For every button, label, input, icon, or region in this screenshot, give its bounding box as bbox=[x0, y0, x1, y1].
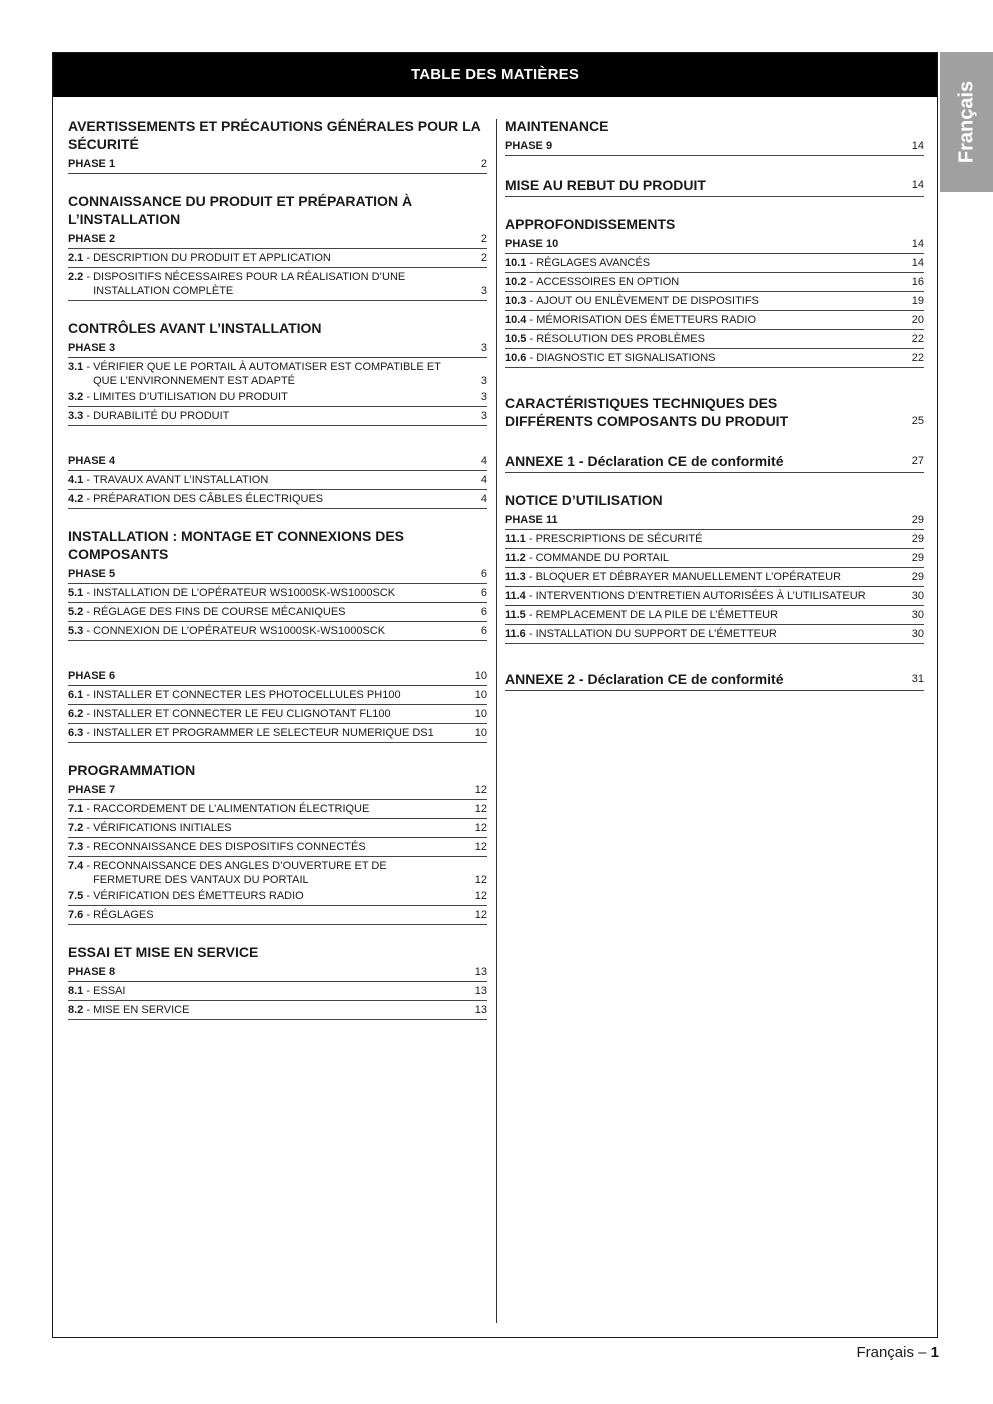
toc-item-row[interactable]: 10.6 - DIAGNOSTIC ET SIGNALISATIONS 22 bbox=[505, 349, 924, 368]
toc-item-row[interactable]: 7.6 - RÉGLAGES 12 bbox=[68, 906, 487, 925]
page-title: TABLE DES MATIÈRES bbox=[53, 53, 937, 97]
toc-section-advanced bbox=[505, 215, 924, 368]
section-title: AVERTISSEMENTS ET PRÉCAUTIONS GÉNÉRALES POUR LA SÉCURITÉ bbox=[68, 118, 481, 152]
toc-section-testing bbox=[68, 943, 487, 1020]
toc-item-row[interactable]: 7.4 - RECONNAISSANCE DES ANGLES D’OUVERTURE ET DE FERMETURE DES VANTAUX DU PORTAIL 12 bbox=[68, 860, 487, 886]
toc-phase-row[interactable]: PHASE 5 6 bbox=[68, 565, 487, 584]
toc-item-row[interactable]: 7.3 - RECONNAISSANCE DES DISPOSITIFS CONNECTÉS 12 bbox=[68, 838, 487, 857]
toc-item-row[interactable]: 6.3 - INSTALLER ET PROGRAMMER LE SELECTEUR NUMERIQUE DS1 10 bbox=[68, 724, 487, 743]
toc-item-row[interactable]: 8.1 - ESSAI 13 bbox=[68, 982, 487, 1001]
section-title: INSTALLATION : MONTAGE ET CONNEXIONS DES COMPOSANTS bbox=[68, 528, 404, 562]
toc-phase-row[interactable]: PHASE 2 2 bbox=[68, 230, 487, 249]
toc-item-row[interactable]: 10.4 - MÉMORISATION DES ÉMETTEURS RADIO 20 bbox=[505, 311, 924, 330]
language-tab bbox=[940, 52, 993, 192]
toc-phase-row[interactable]: PHASE 8 13 bbox=[68, 963, 487, 982]
toc-item-row[interactable]: 11.5 - REMPLACEMENT DE LA PILE DE L’ÉMETTEUR 30 bbox=[505, 606, 924, 625]
toc-item-row[interactable]: 11.2 - COMMANDE DU PORTAIL 29 bbox=[505, 549, 924, 568]
section-title: ESSAI ET MISE EN SERVICE bbox=[68, 944, 259, 960]
toc-item-row[interactable]: 3.2 - LIMITES D’UTILISATION DU PRODUIT 3 bbox=[68, 390, 487, 407]
toc-item-row[interactable]: 10.5 - RÉSOLUTION DES PROBLÈMES 22 bbox=[505, 330, 924, 349]
toc-phase-row[interactable]: PHASE 9 14 bbox=[505, 137, 924, 156]
toc-section-specs bbox=[505, 386, 924, 432]
toc-item-row[interactable]: 3.3 - DURABILITÉ DU PRODUIT 3 bbox=[68, 407, 487, 426]
toc-item-row[interactable]: 11.6 - INSTALLATION DU SUPPORT DE L’ÉMETTEUR 30 bbox=[505, 625, 924, 644]
toc-phase-row[interactable]: PHASE 3 3 bbox=[68, 339, 487, 358]
toc-item-row[interactable]: 7.5 - VÉRIFICATION DES ÉMETTEURS RADIO 12 bbox=[68, 889, 487, 906]
toc-item-row[interactable]: 4.1 - TRAVAUX AVANT L’INSTALLATION 4 bbox=[68, 471, 487, 490]
section-title: CONNAISSANCE DU PRODUIT ET PRÉPARATION À L’INSTALLATION bbox=[68, 193, 413, 227]
toc-heading-row[interactable]: ANNEXE 1 - Déclaration CE de conformité 27 bbox=[505, 450, 924, 473]
toc-section-phase4 bbox=[68, 444, 487, 509]
toc-item-row[interactable]: 5.1 - INSTALLATION DE L’OPÉRATEUR WS1000SK-WS1000SCK 6 bbox=[68, 584, 487, 603]
column-divider bbox=[496, 119, 497, 1323]
toc-section-programming bbox=[68, 761, 487, 925]
section-title: MAINTENANCE bbox=[505, 118, 609, 134]
footer-language: Français – bbox=[856, 1344, 931, 1361]
toc-item-row[interactable]: 10.2 - ACCESSOIRES EN OPTION 16 bbox=[505, 273, 924, 292]
toc-phase-row[interactable]: PHASE 10 14 bbox=[505, 235, 924, 254]
toc-section-product bbox=[68, 192, 487, 301]
page-number: 1 bbox=[930, 1344, 939, 1361]
toc-item-row[interactable]: 2.2 - DISPOSITIFS NÉCESSAIRES POUR LA RÉALISATION D’UNE INSTALLATION COMPLÈTE 3 bbox=[68, 268, 487, 301]
language-tab-label: Français bbox=[955, 80, 977, 164]
toc-item-row[interactable]: 6.2 - INSTALLER ET CONNECTER LE FEU CLIGNOTANT FL100 10 bbox=[68, 705, 487, 724]
toc-section-maintenance bbox=[505, 117, 924, 156]
toc-item-row[interactable]: 8.2 - MISE EN SERVICE 13 bbox=[68, 1001, 487, 1020]
toc-item-row[interactable]: 6.1 - INSTALLER ET CONNECTER LES PHOTOCELLULES PH100 10 bbox=[68, 686, 487, 705]
toc-section-phase6 bbox=[68, 659, 487, 743]
section-title: NOTICE D’UTILISATION bbox=[505, 492, 663, 508]
toc-item-row[interactable]: 4.2 - PRÉPARATION DES CÂBLES ÉLECTRIQUES 4 bbox=[68, 490, 487, 509]
toc-phase-row[interactable]: PHASE 4 4 bbox=[68, 452, 487, 471]
toc-phase-row[interactable]: PHASE 7 12 bbox=[68, 781, 487, 800]
page-footer bbox=[856, 1344, 939, 1361]
toc-heading-row[interactable]: CARACTÉRISTIQUES TECHNIQUES DES DIFFÉRENTS COMPOSANTS DU PRODUIT 25 bbox=[505, 395, 924, 429]
toc-heading-row[interactable]: ANNEXE 2 - Déclaration CE de conformité 31 bbox=[505, 668, 924, 691]
toc-item-row[interactable]: 7.2 - VÉRIFICATIONS INITIALES 12 bbox=[68, 819, 487, 838]
toc-item-row[interactable]: 11.4 - INTERVENTIONS D’ENTRETIEN AUTORISÉES À L’UTILISATEUR 30 bbox=[505, 587, 924, 606]
toc-frame bbox=[52, 52, 938, 1338]
toc-item-row[interactable]: 7.1 - RACCORDEMENT DE L’ALIMENTATION ÉLECTRIQUE 12 bbox=[68, 800, 487, 819]
toc-left-column bbox=[68, 117, 487, 1038]
toc-item-row[interactable]: 11.1 - PRESCRIPTIONS DE SÉCURITÉ 29 bbox=[505, 530, 924, 549]
toc-item-row[interactable]: 2.1 - DESCRIPTION DU PRODUIT ET APPLICATION 2 bbox=[68, 249, 487, 268]
toc-heading-row[interactable]: MISE AU REBUT DU PRODUIT 14 bbox=[505, 174, 924, 197]
toc-phase-row[interactable]: PHASE 1 2 bbox=[68, 155, 487, 174]
toc-section-safety bbox=[68, 117, 487, 174]
toc-section-annex1 bbox=[505, 450, 924, 473]
toc-section-installation bbox=[68, 527, 487, 641]
toc-item-row[interactable]: 10.1 - RÉGLAGES AVANCÉS 14 bbox=[505, 254, 924, 273]
toc-phase-row[interactable]: PHASE 6 10 bbox=[68, 667, 487, 686]
toc-section-disposal bbox=[505, 174, 924, 197]
toc-item-row[interactable]: 5.2 - RÉGLAGE DES FINS DE COURSE MÉCANIQUES 6 bbox=[68, 603, 487, 622]
toc-item-row[interactable]: 3.1 - VÉRIFIER QUE LE PORTAIL À AUTOMATISER EST COMPATIBLE ET QUE L’ENVIRONNEMENT EST ADAPTÉ 3 bbox=[68, 361, 487, 387]
section-title: CONTRÔLES AVANT L’INSTALLATION bbox=[68, 320, 322, 336]
section-title: PROGRAMMATION bbox=[68, 762, 196, 778]
toc-right-column bbox=[505, 117, 924, 709]
toc-section-annex2 bbox=[505, 662, 924, 691]
section-title: APPROFONDISSEMENTS bbox=[505, 216, 676, 232]
toc-section-user-notice bbox=[505, 491, 924, 644]
toc-section-checks bbox=[68, 319, 487, 426]
toc-item-row[interactable]: 10.3 - AJOUT OU ENLÈVEMENT DE DISPOSITIFS 19 bbox=[505, 292, 924, 311]
toc-item-row[interactable]: 11.3 - BLOQUER ET DÉBRAYER MANUELLEMENT L’OPÉRATEUR 29 bbox=[505, 568, 924, 587]
toc-item-row[interactable]: 5.3 - CONNEXION DE L’OPÉRATEUR WS1000SK-WS1000SCK 6 bbox=[68, 622, 487, 641]
toc-phase-row[interactable]: PHASE 11 29 bbox=[505, 511, 924, 530]
